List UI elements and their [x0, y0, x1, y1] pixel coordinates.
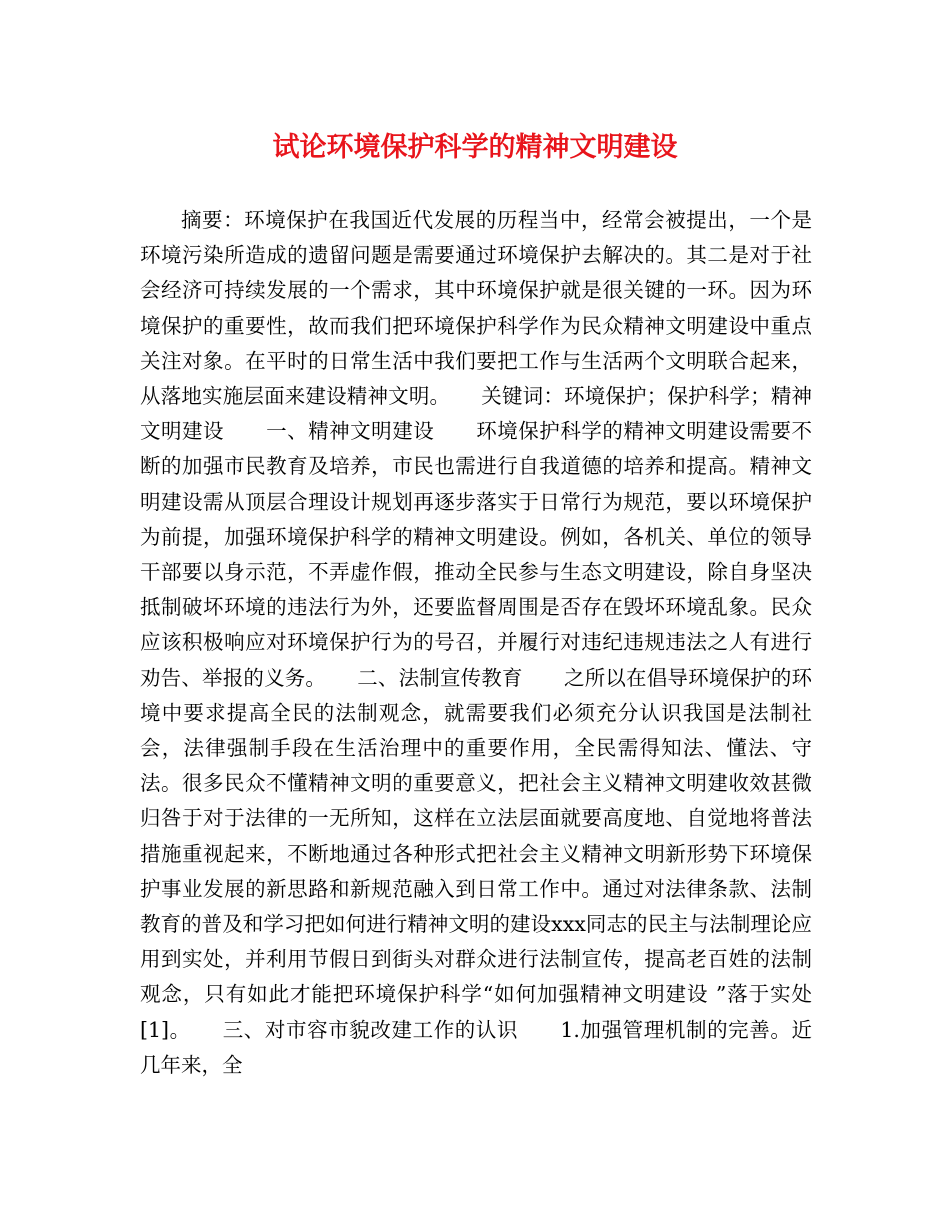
document-title: 试论环境保护科学的精神文明建设 [272, 132, 678, 163]
document-body-text: 摘要：环境保护在我国近代发展的历程当中，经常会被提出，一个是环境污染所造成的遗留问题是需要通过环境保护去解决的。其二是对于社会经济可持续发展的一个需求，其中环境保护就是很关键的一环。因为环境保护的重要性，故而我们把环境保护科学作为民众精神文明建设中重点关注对象。在平时的日常生活中我们要把工作与生活两个文明联合起来，从落地实施层面来建设精神文明。 关键词：环境保护；保护科学；精神文明建设 一、精神文明建设 环境保护科学的精神文明建设需要不断的加强市民教育及培养，市民也需进行自我道德的培养和提高。精神文明建设需从顶层合理设计规划再逐步落实于日常行为规范，要以环境保护为前提，加强环境保护科学的精神文明建设。例如，各机关、单位的领导干部要以身示范，不弄虚作假，推动全民参与生态文明建设，除自身坚决抵制破坏环境的违法行为外，还要监督周围是否存在毁坏环境乱象。民众应该积极响应对环境保护行为的号召，并履行对违纪违规违法之人有进行劝告、举报的义务。 二、法制宣传教育 之所以在倡导环境保护的环境中要求提高全民的法制观念，就需要我们必须充分认识我国是法制社会，法律强制手段在生活治理中的重要作用，全民需得知法、懂法、守法。很多民众不懂精神文明的重要意义，把社会主义精神文明建收效甚微归咎于对于法律的一无所知，这样在立法层面就要高度地、自觉地将普法措施重视起来，不断地通过各种形式把社会主义精神文明新形势下环境保护事业发展的新思路和新规范融入到日常工作中。通过对法律条款、法制教育的普及和学习把如何进行精神文明的建设xxx同志的民主与法制理论应用到实处，并利用节假日到街头对群众进行法制宣传，提高老百姓的法制观念，只有如此才能把环境保护科学“如何加强精神文明建设 ”落于实处[1]。 三、对市容市貌改建工作的认识 1.加强管理机制的完善。近几年来，全 [140, 208, 812, 1077]
